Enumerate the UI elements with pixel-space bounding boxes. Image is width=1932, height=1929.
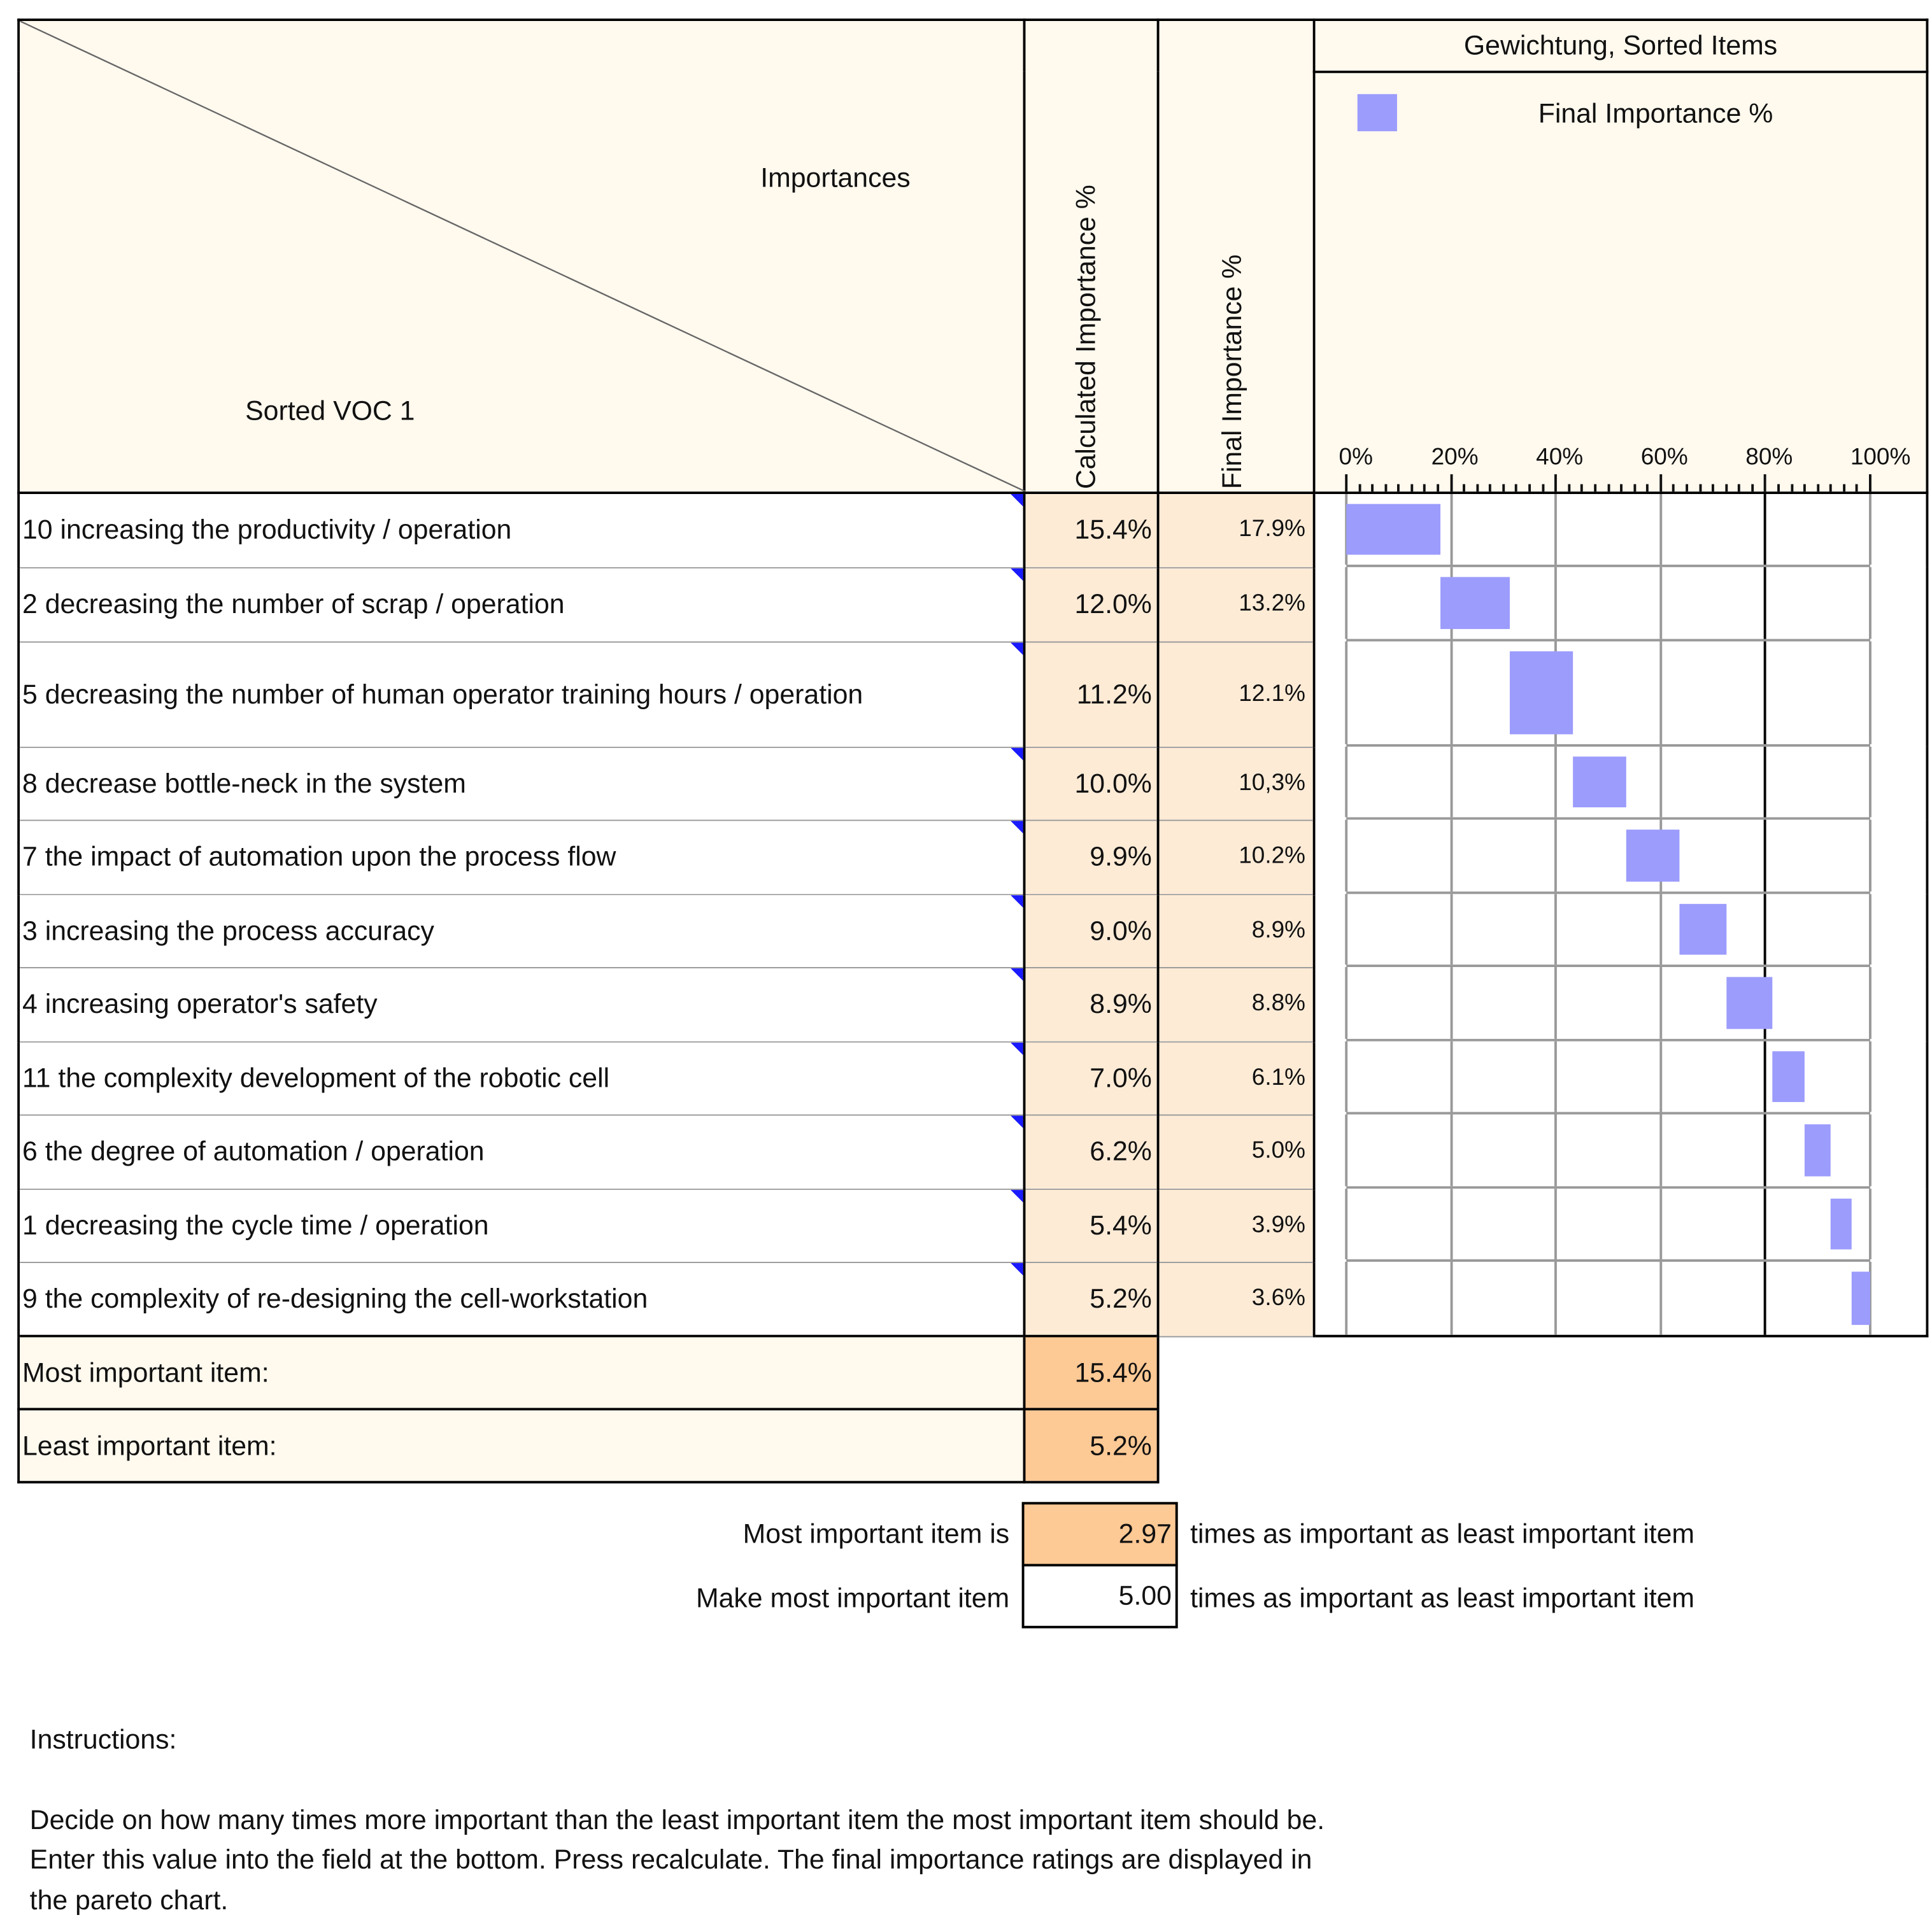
x-major-tick [1869, 474, 1872, 491]
x-minor-tick [1502, 484, 1505, 491]
row-label [18, 820, 1024, 894]
x-major-tick [1764, 474, 1766, 491]
ratio-current-label: Most important item is [742, 1518, 1010, 1550]
comment-indicator-icon [1011, 821, 1023, 833]
gridline [1659, 494, 1662, 565]
gridline [1554, 494, 1557, 565]
pareto-bar [1440, 577, 1509, 629]
legend-label: Final Importance % [1538, 98, 1773, 129]
table-row [18, 894, 1927, 967]
x-tick-label: 20% [1431, 444, 1479, 471]
pareto-bar [1680, 904, 1726, 955]
chart-row [1314, 1262, 1928, 1336]
final-importance-header-label: Final Importance % [1216, 254, 1247, 490]
calc-importance-cell: 12.0% [1025, 567, 1158, 642]
gridline [1450, 1115, 1453, 1187]
gridline [1345, 1189, 1347, 1259]
gridline [1450, 747, 1453, 817]
x-minor-tick [1437, 484, 1439, 491]
x-minor-tick [1817, 484, 1819, 491]
final-importance-cell: 17.9% [1158, 493, 1314, 567]
calc-importance-cell: 6.2% [1025, 1115, 1158, 1189]
x-minor-tick [1751, 484, 1754, 491]
gridline [1345, 1262, 1347, 1335]
gridline [1764, 494, 1766, 565]
row-label [18, 894, 1024, 967]
chart-row [1314, 1189, 1928, 1262]
gridline [1764, 567, 1766, 639]
table-row [18, 1042, 1927, 1115]
comment-indicator-icon [1011, 494, 1023, 506]
calc-importance-cell: 8.9% [1025, 967, 1158, 1042]
final-importance-cell: 12.1% [1158, 642, 1314, 747]
x-minor-tick [1712, 484, 1714, 491]
x-minor-tick [1607, 484, 1610, 491]
comment-indicator-icon [1011, 894, 1023, 907]
chart-row [1314, 493, 1928, 567]
calc-importance-cell: 7.0% [1025, 1042, 1158, 1115]
gridline [1450, 820, 1453, 892]
sorted-voc-label: Sorted VOC 1 [245, 395, 415, 427]
row-label-text: 5 decreasing the number of human operator training hours / operation [22, 677, 863, 709]
table-row [18, 747, 1927, 820]
final-importance-header [1158, 20, 1314, 493]
gridline [1659, 1189, 1662, 1259]
comment-indicator-icon [1011, 968, 1023, 980]
ratio-current-suffix: times as important as least important item [1190, 1518, 1695, 1550]
pareto-bar [1773, 1051, 1805, 1102]
ratio-target-input[interactable]: 5.00 [1022, 1564, 1178, 1629]
x-minor-tick [1384, 484, 1387, 491]
chart-legend-axis [1314, 72, 1928, 493]
x-minor-tick [1646, 484, 1649, 491]
x-minor-tick [1410, 484, 1413, 491]
x-minor-tick [1829, 484, 1832, 491]
calc-importance-header [1025, 20, 1158, 493]
final-importance-cell: 8.9% [1158, 894, 1314, 967]
chart-row [1314, 747, 1928, 820]
gridline [1764, 747, 1766, 817]
gridline [1345, 1042, 1347, 1112]
x-minor-tick [1777, 484, 1780, 491]
gridline [1554, 894, 1557, 964]
final-importance-cell: 8.8% [1158, 967, 1314, 1042]
gridline [1554, 820, 1557, 892]
calc-importance-cell: 5.2% [1025, 1262, 1158, 1336]
chart-row [1314, 894, 1928, 967]
least-important-value: 5.2% [1025, 1409, 1158, 1482]
row-label [18, 642, 1024, 747]
calc-importance-cell: 9.0% [1025, 894, 1158, 967]
table-row [18, 1262, 1927, 1336]
gridline [1450, 1262, 1453, 1335]
gridline [1659, 1042, 1662, 1112]
pareto-bar [1573, 756, 1627, 807]
comment-indicator-icon [1011, 1189, 1023, 1201]
instructions-line-1: Decide on how many times more important than the least important item the most important item should be. [29, 1804, 1325, 1835]
row-label-text: 3 increasing the process accuracy [22, 914, 434, 946]
row-label-text: 6 the degree of automation / operation [22, 1135, 485, 1167]
ratio-target-label: Make most important item [695, 1582, 1010, 1614]
gridline [1659, 567, 1662, 639]
x-major-tick [1345, 474, 1347, 491]
corner-header-cell [18, 20, 1024, 493]
gridline [1450, 642, 1453, 744]
gridline [1869, 747, 1872, 817]
x-minor-tick [1686, 484, 1688, 491]
gridline [1764, 1115, 1766, 1187]
most-important-value: 15.4% [1025, 1336, 1158, 1410]
gridline [1869, 894, 1872, 964]
legend-swatch [1358, 94, 1397, 131]
x-tick-label: 40% [1536, 444, 1584, 471]
gridline [1869, 1115, 1872, 1187]
pareto-bar [1626, 830, 1680, 882]
comment-indicator-icon [1011, 1042, 1023, 1054]
x-minor-tick [1699, 484, 1701, 491]
row-label-text: 11 the complexity development of the robotic cell [22, 1061, 610, 1093]
final-importance-cell: 6.1% [1158, 1042, 1314, 1115]
gridline [1554, 1115, 1557, 1187]
final-importance-cell: 10,3% [1158, 747, 1314, 820]
x-minor-tick [1725, 484, 1728, 491]
row-label [18, 1115, 1024, 1189]
gridline [1659, 1262, 1662, 1335]
gridline [1869, 567, 1872, 639]
x-tick-label: 100% [1850, 444, 1911, 471]
row-label-text: 1 decreasing the cycle time / operation [22, 1209, 489, 1240]
calc-importance-cell: 15.4% [1025, 493, 1158, 567]
x-tick-label: 60% [1640, 444, 1688, 471]
final-importance-cell: 3.6% [1158, 1262, 1314, 1336]
x-minor-tick [1398, 484, 1400, 491]
pareto-bar [1805, 1124, 1831, 1176]
calc-importance-cell: 10.0% [1025, 747, 1158, 820]
row-label-text: 8 decrease bottle-neck in the system [22, 767, 466, 798]
pareto-bar [1346, 504, 1440, 555]
row-label-text: 9 the complexity of re-designing the cell-workstation [22, 1282, 648, 1314]
instructions-title: Instructions: [29, 1723, 177, 1755]
x-minor-tick [1791, 484, 1793, 491]
instructions-line-3: the pareto chart. [29, 1884, 229, 1916]
gridline [1554, 567, 1557, 639]
gridline [1869, 642, 1872, 744]
table-row [18, 967, 1927, 1042]
gridline [1554, 747, 1557, 817]
final-importance-cell: 5.0% [1158, 1115, 1314, 1189]
gridline [1764, 1189, 1766, 1259]
row-label [18, 567, 1024, 642]
gridline [1659, 894, 1662, 964]
chart-row [1314, 642, 1928, 747]
calc-importance-cell: 11.2% [1025, 642, 1158, 747]
x-major-tick [1554, 474, 1557, 491]
calc-importance-cell: 5.4% [1025, 1189, 1158, 1262]
gridline [1554, 1262, 1557, 1335]
gridline [1764, 1262, 1766, 1335]
final-importance-cell: 3.9% [1158, 1189, 1314, 1262]
comment-indicator-icon [1011, 1262, 1023, 1275]
pareto-bar [1727, 977, 1773, 1029]
gridline [1345, 820, 1347, 892]
x-minor-tick [1803, 484, 1806, 491]
x-minor-tick [1358, 484, 1361, 491]
x-minor-tick [1528, 484, 1531, 491]
x-minor-tick [1633, 484, 1636, 491]
gridline [1659, 642, 1662, 744]
x-minor-tick [1620, 484, 1623, 491]
pareto-bar [1851, 1272, 1870, 1325]
gridline [1764, 894, 1766, 964]
ratio-current-value: 2.97 [1022, 1502, 1178, 1566]
gridline [1554, 1042, 1557, 1112]
calc-importance-cell: 9.9% [1025, 820, 1158, 894]
comment-indicator-icon [1011, 568, 1023, 580]
chart-row [1314, 1042, 1928, 1115]
x-minor-tick [1580, 484, 1583, 491]
row-label [18, 493, 1024, 567]
importances-label: Importances [760, 162, 911, 194]
gridline [1659, 1115, 1662, 1187]
gridline [1764, 820, 1766, 892]
pareto-bar [1831, 1199, 1851, 1250]
least-important-label: Least important item: [18, 1409, 1024, 1482]
gridline [1869, 1042, 1872, 1112]
table-row [18, 493, 1927, 567]
x-major-tick [1659, 474, 1662, 491]
row-label [18, 747, 1024, 820]
gridline [1345, 747, 1347, 817]
chart-title: Gewichtung, Sorted Items [1314, 20, 1928, 72]
x-major-tick [1450, 474, 1453, 491]
row-label-text: 2 decreasing the number of scrap / operation [22, 588, 565, 619]
x-minor-tick [1371, 484, 1374, 491]
chart-row [1314, 967, 1928, 1042]
gridline [1554, 967, 1557, 1039]
gridline [1659, 967, 1662, 1039]
chart-row [1314, 820, 1928, 894]
x-minor-tick [1738, 484, 1740, 491]
row-label [18, 1189, 1024, 1262]
x-minor-tick [1568, 484, 1570, 491]
x-minor-tick [1516, 484, 1518, 491]
gridline [1345, 894, 1347, 964]
x-minor-tick [1424, 484, 1426, 491]
comment-indicator-icon [1011, 642, 1023, 654]
gridline [1345, 642, 1347, 744]
instructions-line-2: Enter this value into the field at the bottom. Press recalculate. The final importance ratings are displayed in [29, 1844, 1312, 1875]
row-label [18, 1262, 1024, 1336]
x-minor-tick [1463, 484, 1465, 491]
gridline [1345, 967, 1347, 1039]
calc-importance-header-label: Calculated Importance % [1070, 185, 1102, 490]
pareto-bar [1509, 651, 1573, 734]
x-minor-tick [1672, 484, 1675, 491]
x-minor-tick [1542, 484, 1544, 491]
x-tick-label: 80% [1745, 444, 1793, 471]
row-label-text: 4 increasing operator's safety [22, 988, 378, 1019]
table-row [18, 820, 1927, 894]
final-importance-cell: 10.2% [1158, 820, 1314, 894]
most-important-label: Most important item: [18, 1336, 1024, 1410]
comment-indicator-icon [1011, 747, 1023, 760]
table-row [18, 642, 1927, 747]
final-importance-cell: 13.2% [1158, 567, 1314, 642]
x-minor-tick [1594, 484, 1596, 491]
gridline [1345, 1115, 1347, 1187]
gridline [1450, 894, 1453, 964]
table-row [18, 1189, 1927, 1262]
x-tick-label: 0% [1339, 444, 1373, 471]
gridline [1764, 642, 1766, 744]
gridline [1554, 1189, 1557, 1259]
gridline [1450, 967, 1453, 1039]
gridline [1450, 1189, 1453, 1259]
x-minor-tick [1856, 484, 1858, 491]
diagonal-divider [20, 21, 1025, 491]
gridline [1764, 1042, 1766, 1112]
gridline [1659, 747, 1662, 817]
row-label [18, 967, 1024, 1042]
table-row [18, 1115, 1927, 1189]
ratio-target-suffix: times as important as least important item [1190, 1582, 1695, 1614]
table-row [18, 567, 1927, 642]
gridline [1869, 1189, 1872, 1259]
comment-indicator-icon [1011, 1115, 1023, 1127]
importance-table [17, 18, 1928, 1483]
gridline [1869, 820, 1872, 892]
gridline [1345, 567, 1347, 639]
row-label-text: 10 increasing the productivity / operation [22, 514, 512, 546]
x-minor-tick [1489, 484, 1491, 491]
gridline [1869, 494, 1872, 565]
gridline [1450, 1042, 1453, 1112]
x-minor-tick [1476, 484, 1479, 491]
chart-row [1314, 567, 1928, 642]
row-label [18, 1042, 1024, 1115]
gridline [1450, 494, 1453, 565]
gridline [1869, 967, 1872, 1039]
chart-row [1314, 1115, 1928, 1189]
row-label-text: 7 the impact of automation upon the process flow [22, 840, 616, 872]
x-minor-tick [1843, 484, 1845, 491]
